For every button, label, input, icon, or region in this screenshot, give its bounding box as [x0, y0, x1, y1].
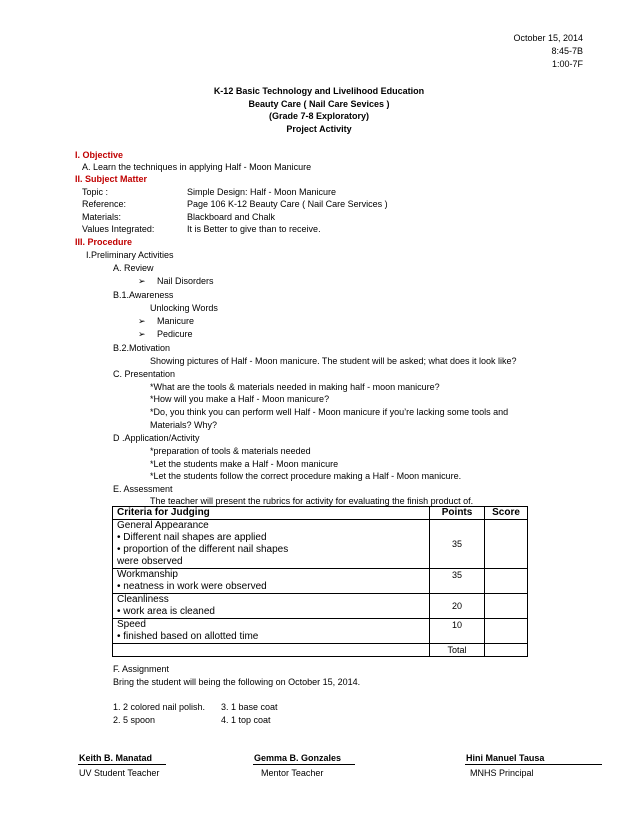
criteria-cell [113, 594, 430, 619]
application-item: *Let the students make a Half - Moon manicure [150, 459, 339, 469]
subject-value-materials: Blackboard and Chalk [187, 212, 276, 222]
score-cell[interactable] [485, 594, 528, 619]
criteria-header: Criteria for Judging [113, 507, 430, 520]
review-heading: A. Review [113, 263, 154, 273]
table-row [113, 619, 528, 644]
criteria-bullet: • work area is cleaned [117, 606, 215, 617]
presentation-heading: C. Presentation [113, 369, 176, 379]
score-cell[interactable] [485, 569, 528, 594]
arrow-bullet-icon: ➢ [138, 329, 146, 339]
application-heading: D .Application/Activity [113, 433, 200, 443]
points-cell: 35 [430, 569, 485, 594]
title-line-2: Beauty Care ( Nail Care Sevices ) [248, 99, 390, 109]
signature-line [253, 764, 355, 765]
assignment-item: 2. 5 spoon [113, 715, 156, 725]
signature-name-mentor: Gemma B. Gonzales [254, 753, 342, 763]
assignment-text: Bring the student will being the following on October 15, 2014. [113, 677, 361, 687]
application-item: *preparation of tools & materials needed [150, 446, 311, 456]
application-item: *Let the students follow the correct procedure making a Half - Moon manicure. [150, 471, 462, 481]
total-label: Total [430, 644, 485, 657]
criteria-title: General Appearance [117, 520, 209, 531]
motivation-heading: B.2.Motivation [113, 343, 171, 353]
procedure-heading: III. Procedure [75, 237, 133, 247]
points-cell: 20 [430, 594, 485, 619]
date-text: October 15, 2014 [513, 33, 583, 43]
subject-label-values: Values Integrated: [82, 224, 155, 234]
presentation-item: *Do, you think you can perform well Half - Moon manicure if you’re lacking some tools and [150, 407, 509, 417]
assessment-heading: E. Assessment [113, 484, 173, 494]
signature-name-student-teacher: Keith B. Manatad [79, 753, 153, 763]
signature-role-principal: MNHS Principal [470, 768, 534, 778]
total-spacer [113, 644, 430, 657]
subject-label-topic: Topic : [82, 187, 109, 197]
objective-text: A. Learn the techniques in applying Half - Moon Manicure [82, 162, 312, 172]
table-row [113, 569, 528, 594]
motivation-text: Showing pictures of Half - Moon manicure. The student will be asked; what does it look like? [150, 356, 517, 366]
preliminary-activities: I.Preliminary Activities [86, 250, 174, 260]
time-7b: 8:45-7B [551, 46, 583, 56]
criteria-cell [113, 520, 430, 569]
review-item: Nail Disorders [157, 276, 214, 286]
score-header: Score [485, 507, 528, 520]
rubric-table [112, 506, 528, 657]
criteria-cell [113, 619, 430, 644]
assessment-text: The teacher will present the rubrics for activity for evaluating the finish product of. [150, 496, 474, 506]
criteria-title: Cleanliness [117, 594, 169, 605]
table-row [113, 520, 528, 569]
time-7f: 1:00-7F [551, 59, 583, 69]
title-line-1: K-12 Basic Technology and Livelihood Education [213, 86, 425, 96]
subject-value-topic: Simple Design: Half - Moon Manicure [187, 187, 337, 197]
subject-heading: II. Subject Matter [75, 174, 148, 184]
awareness-heading: B.1.Awareness [113, 290, 174, 300]
title-line-3: (Grade 7-8 Exploratory) [268, 111, 370, 121]
criteria-bullet: • finished based on allotted time [117, 631, 259, 642]
word-manicure: Manicure [157, 316, 195, 326]
subject-value-reference: Page 106 K-12 Beauty Care ( Nail Care Services ) [187, 199, 388, 209]
presentation-item: *How will you make a Half - Moon manicure? [150, 394, 330, 404]
rubric-header-row [113, 507, 528, 520]
criteria-bullet: • proportion of the different nail shapes [117, 544, 289, 555]
signature-role-mentor: Mentor Teacher [261, 768, 324, 778]
presentation-item: Materials? Why? [150, 420, 218, 430]
arrow-bullet-icon: ➢ [138, 276, 146, 286]
points-header: Points [430, 507, 485, 520]
subject-label-reference: Reference: [82, 199, 127, 209]
assignment-item: 4. 1 top coat [221, 715, 271, 725]
signature-name-principal: Hini Manuel Tausa [466, 753, 545, 763]
criteria-bullet: • Different nail shapes are applied [117, 532, 267, 543]
arrow-bullet-icon: ➢ [138, 316, 146, 326]
assignment-item: 1. 2 colored nail polish. [113, 702, 206, 712]
criteria-bullet: • neatness in work were observed [117, 581, 267, 592]
signature-line [78, 764, 166, 765]
score-cell[interactable] [485, 619, 528, 644]
objective-heading: I. Objective [75, 150, 124, 160]
assignment-heading: F. Assignment [113, 664, 170, 674]
word-pedicure: Pedicure [157, 329, 193, 339]
title-line-4: Project Activity [286, 124, 352, 134]
total-row [113, 644, 528, 657]
presentation-item: *What are the tools & materials needed in making half - moon manicure? [150, 382, 440, 392]
criteria-title: Workmanship [117, 569, 178, 580]
table-row [113, 594, 528, 619]
signature-line [465, 764, 602, 765]
points-cell: 35 [430, 520, 485, 569]
assignment-item: 3. 1 base coat [221, 702, 278, 712]
signature-role-student-teacher: UV Student Teacher [79, 768, 160, 778]
unlocking-words: Unlocking Words [150, 303, 218, 313]
score-cell[interactable] [485, 520, 528, 569]
criteria-cell [113, 569, 430, 594]
subject-value-values: It is Better to give than to receive. [187, 224, 321, 234]
points-cell: 10 [430, 619, 485, 644]
criteria-bullet-cont: were observed [117, 556, 183, 567]
subject-label-materials: Materials: [82, 212, 122, 222]
criteria-title: Speed [117, 619, 146, 630]
total-score-cell[interactable] [485, 644, 528, 657]
